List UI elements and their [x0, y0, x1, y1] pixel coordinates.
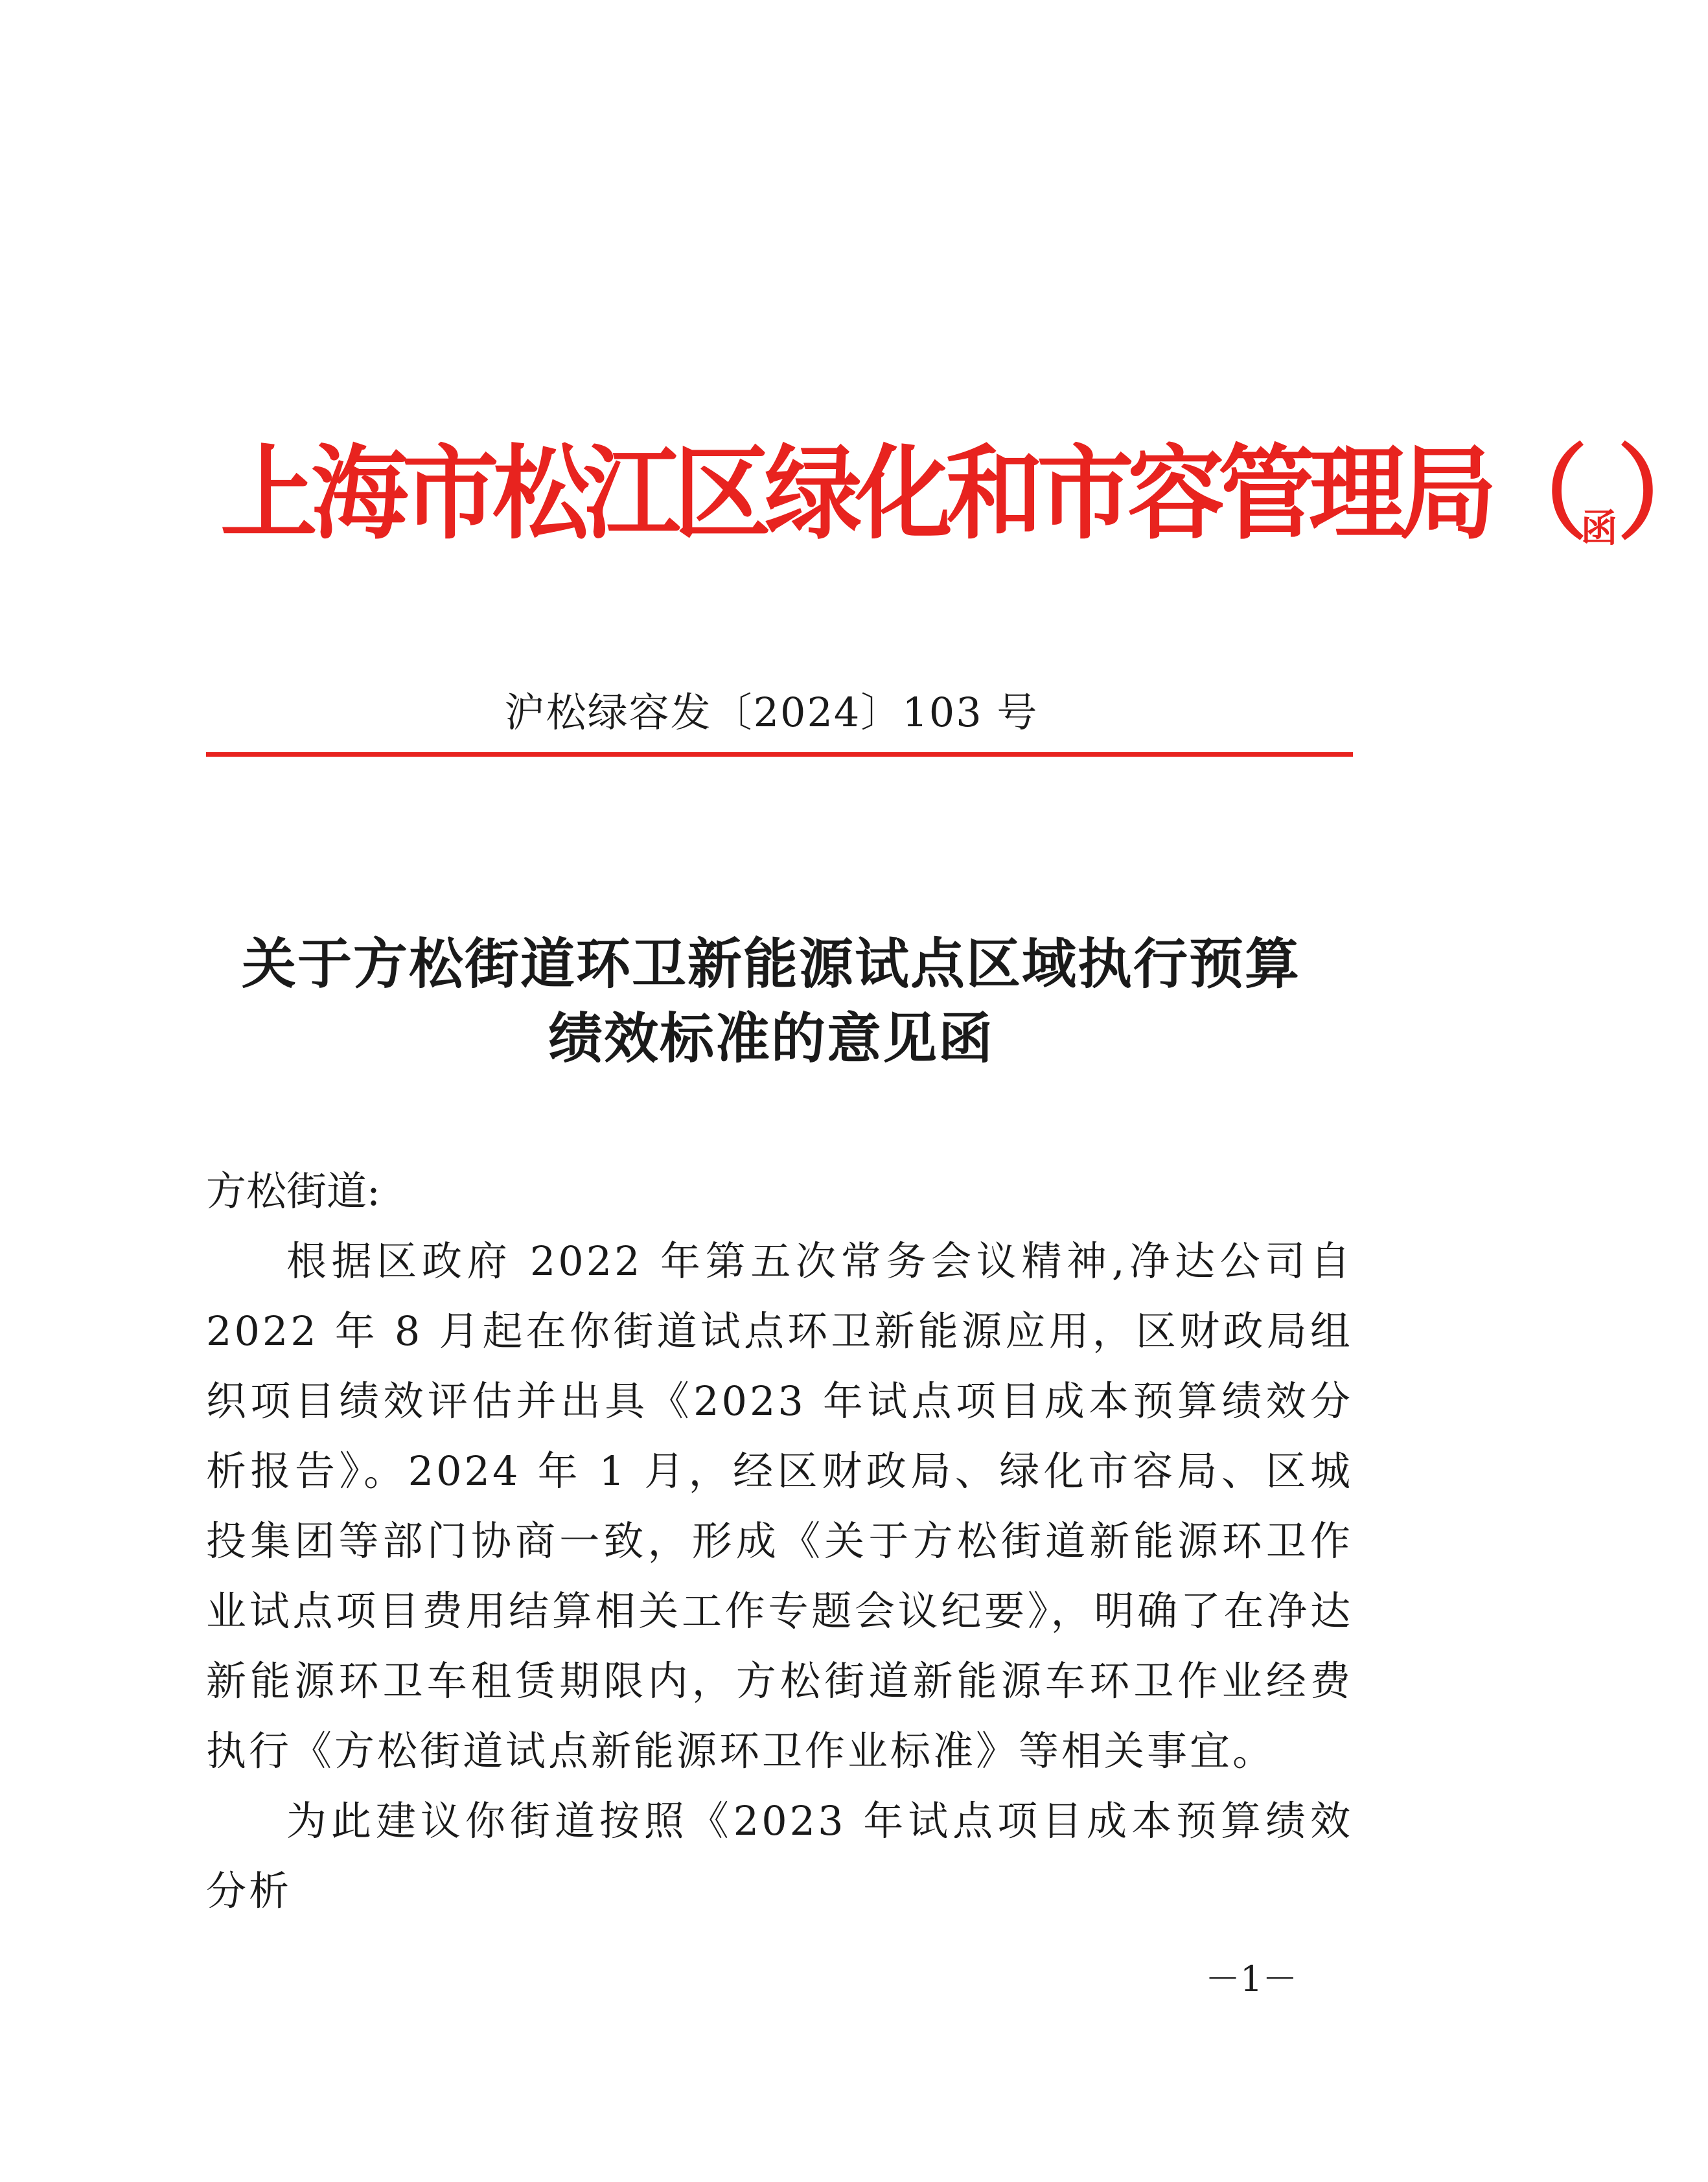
- letterhead-name: 上海市松江区绿化和市容管理局（: [220, 435, 1582, 554]
- document-title-line-1: 关于方松街道环卫新能源试点区域执行预算: [241, 932, 1300, 996]
- red-divider-line: [206, 752, 1353, 757]
- document-title: [194, 926, 1348, 1075]
- document-body: [206, 1156, 1353, 1926]
- document-number: 沪松绿容发〔2024〕103 号: [504, 689, 1039, 736]
- page-number: －1－: [1205, 1958, 1298, 1999]
- body-paragraph-2: 为此建议你街道按照《2023 年试点项目成本预算绩效分析: [206, 1797, 1353, 1914]
- letterhead-issuer: [220, 416, 1708, 573]
- body-paragraph-1: 根据区政府 2022 年第五次常务会议精神,净达公司自 2022 年 8 月起在你街道试点环卫新能源应用，区财政局组织项目绩效评估并出具《2023 年试点项目成本预算绩效分析报告》。2024 年 1 月，经区财政局、绿化市容局、区城投集团等部门协商一致，形成《关于方松街道新能源环卫作业试点项目费用结算相关工作专题会议纪要》，明确了在净达新能源环卫车租赁期限内，方松街道新能源车环卫作业经费执行《方松街道试点新能源环卫作业标准》等相关事宜。: [206, 1237, 1353, 1774]
- salutation: 方松街道:: [206, 1167, 380, 1215]
- letterhead-suffix: 函: [1581, 506, 1618, 551]
- document-title-line-2: 绩效标准的意见函: [548, 1006, 994, 1070]
- letterhead-close: ）: [1617, 435, 1708, 554]
